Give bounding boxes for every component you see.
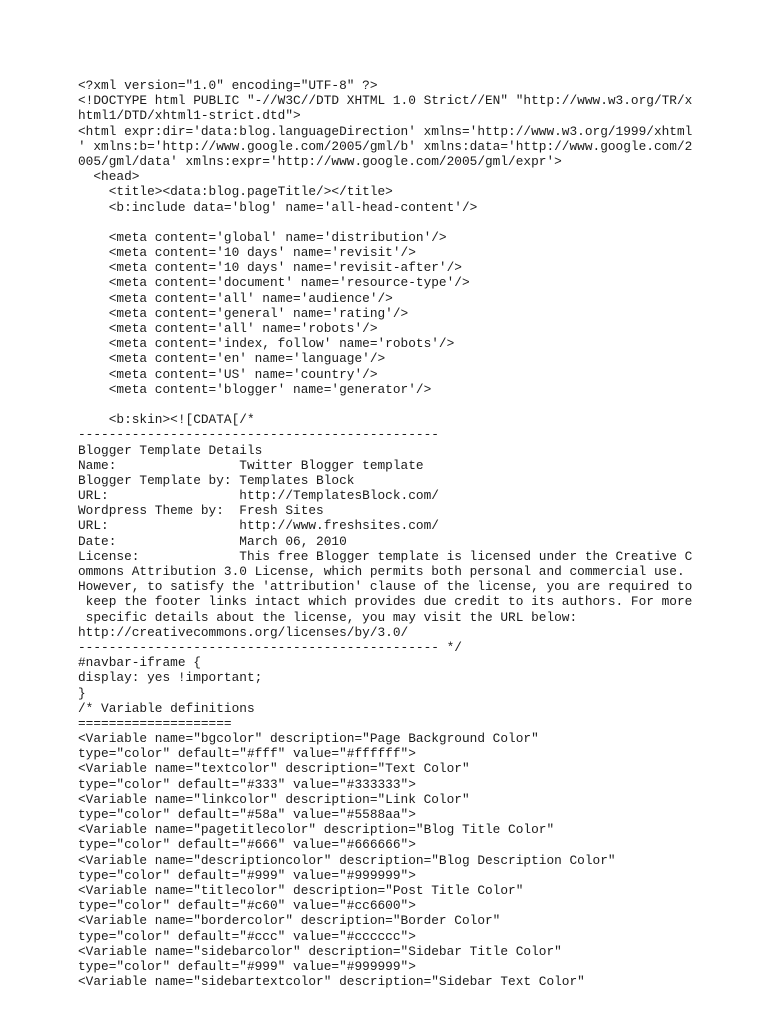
- code-line: <meta content='general' name='rating'/>: [78, 305, 409, 321]
- code-line: display: yes !important;: [78, 670, 263, 686]
- code-line: type="color" default="#ccc" value="#cccccc">: [78, 928, 416, 944]
- code-line: <meta content='10 days' name='revisit'/>: [78, 245, 416, 261]
- source-code-listing: [78, 78, 692, 989]
- code-line: ----------------------------------------------- */: [78, 639, 462, 655]
- code-line: <meta content='10 days' name='revisit-after'/>: [78, 260, 462, 276]
- code-line: <Variable name="textcolor" description="Text Color": [78, 761, 470, 777]
- code-line: [78, 397, 692, 412]
- code-line: ' xmlns:b='http://www.google.com/2005/gml/b' xmlns:data='http://www.google.com/2: [78, 138, 693, 154]
- code-line: specific details about the license, you may visit the URL below:: [78, 609, 578, 625]
- code-line: Wordpress Theme by: Fresh Sites: [78, 503, 324, 519]
- code-line: <b:skin><![CDATA[/*: [78, 412, 255, 428]
- code-line: type="color" default="#c60" value="#cc6600">: [78, 898, 416, 914]
- code-line: <Variable name="sidebartextcolor" description="Sidebar Text Color": [78, 974, 585, 990]
- code-line: <Variable name="titlecolor" description="Post Title Color": [78, 882, 524, 898]
- code-line: Blogger Template Details: [78, 442, 263, 458]
- code-line: <head>: [78, 169, 140, 185]
- code-line: Name: Twitter Blogger template: [78, 457, 424, 473]
- code-line: Date: March 06, 2010: [78, 533, 347, 549]
- code-line: License: This free Blogger template is licensed under the Creative C: [78, 548, 693, 564]
- code-line: <meta content='US' name='country'/>: [78, 366, 378, 382]
- code-line: <meta content='en' name='language'/>: [78, 351, 386, 367]
- code-line: <meta content='blogger' name='generator'/>: [78, 381, 432, 397]
- code-line: type="color" default="#999" value="#999999">: [78, 867, 416, 883]
- code-line: keep the footer links intact which provides due credit to its authors. For more: [78, 594, 693, 610]
- code-line: <html expr:dir='data:blog.languageDirection' xmlns='http://www.w3.org/1999/xhtml: [78, 123, 693, 139]
- code-line: URL: http://www.freshsites.com/: [78, 518, 439, 534]
- code-line: type="color" default="#333" value="#333333">: [78, 776, 416, 792]
- code-line: <Variable name="sidebarcolor" description="Sidebar Title Color": [78, 943, 562, 959]
- code-line: <meta content='all' name='audience'/>: [78, 290, 393, 306]
- code-line: <meta content='global' name='distribution'/>: [78, 229, 447, 245]
- code-line: type="color" default="#666" value="#666666">: [78, 837, 416, 853]
- code-line: <Variable name="bgcolor" description="Page Background Color": [78, 731, 539, 747]
- code-line: http://creativecommons.org/licenses/by/3.0/: [78, 624, 409, 640]
- code-line: <Variable name="pagetitlecolor" description="Blog Title Color": [78, 822, 555, 838]
- code-line: <Variable name="bordercolor" description="Border Color": [78, 913, 501, 929]
- code-line: <!DOCTYPE html PUBLIC "-//W3C//DTD XHTML 1.0 Strict//EN" "http://www.w3.org/TR/x: [78, 93, 693, 109]
- code-line: <?xml version="1.0" encoding="UTF-8" ?>: [78, 78, 378, 93]
- code-line: URL: http://TemplatesBlock.com/: [78, 488, 439, 504]
- code-line: #navbar-iframe {: [78, 655, 201, 671]
- code-line: However, to satisfy the 'attribution' clause of the license, you are required to: [78, 579, 693, 595]
- code-line: Blogger Template by: Templates Block: [78, 472, 355, 488]
- code-line: html1/DTD/xhtml1-strict.dtd">: [78, 108, 301, 124]
- code-line: type="color" default="#58a" value="#5588aa">: [78, 807, 416, 822]
- code-line: 005/gml/data' xmlns:expr='http://www.google.com/2005/gml/expr'>: [78, 153, 562, 169]
- code-line: ommons Attribution 3.0 License, which permits both personal and commercial use.: [78, 564, 685, 579]
- code-line: /* Variable definitions: [78, 700, 255, 716]
- code-line: -----------------------------------------------: [78, 427, 439, 443]
- code-line: <Variable name="descriptioncolor" description="Blog Description Color": [78, 852, 616, 868]
- code-line: <Variable name="linkcolor" description="Link Color": [78, 791, 470, 807]
- code-line: type="color" default="#999" value="#999999">: [78, 958, 416, 974]
- code-line: <meta content='all' name='robots'/>: [78, 321, 378, 336]
- code-line: [78, 215, 692, 230]
- code-line: ====================: [78, 715, 232, 731]
- code-line: <meta content='document' name='resource-type'/>: [78, 275, 470, 291]
- code-line: <meta content='index, follow' name='robots'/>: [78, 336, 455, 352]
- code-line: }: [78, 685, 86, 701]
- code-line: type="color" default="#fff" value="#ffffff">: [78, 746, 416, 762]
- code-line: <title><data:blog.pageTitle/></title>: [78, 184, 393, 200]
- code-line: <b:include data='blog' name='all-head-content'/>: [78, 199, 478, 215]
